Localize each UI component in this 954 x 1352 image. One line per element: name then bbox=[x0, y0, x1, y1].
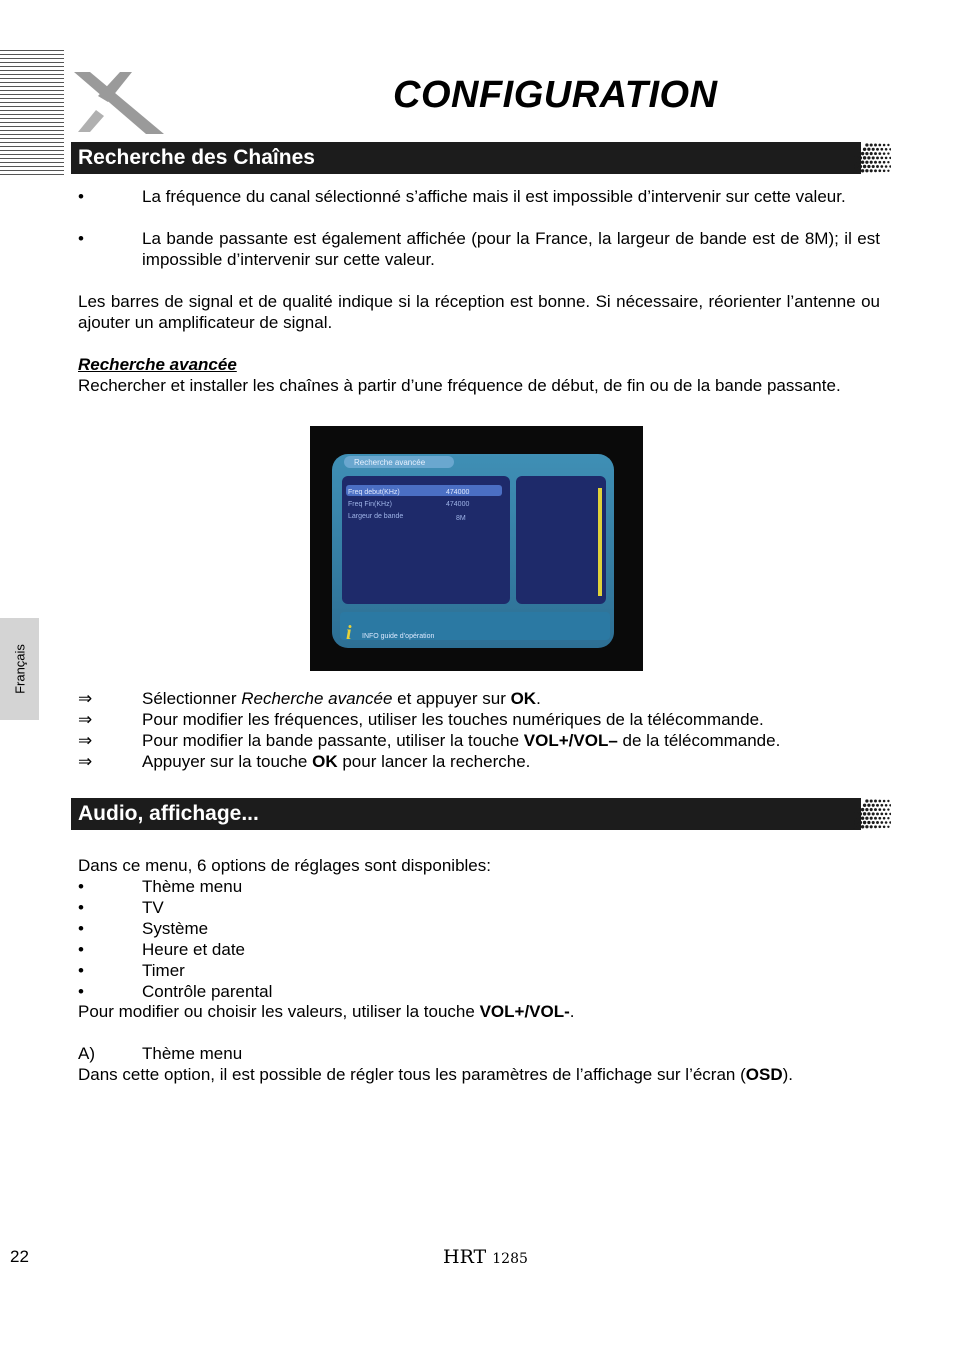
option-list-item bbox=[78, 939, 880, 960]
list-item bbox=[78, 186, 880, 207]
tv-menu-title: Recherche avancée bbox=[354, 458, 426, 467]
tv-row-value: 474000 bbox=[446, 489, 470, 496]
section-header-channel-search bbox=[71, 142, 861, 174]
option-label: Thème menu bbox=[142, 877, 243, 896]
arrow-marker: ⇒ bbox=[78, 689, 93, 708]
section-title: Audio, affichage... bbox=[78, 802, 259, 825]
arrow-marker: ⇒ bbox=[78, 731, 93, 750]
page-title: CONFIGURATION bbox=[393, 74, 718, 116]
option-list-item bbox=[78, 960, 880, 981]
bullet-marker: • bbox=[78, 187, 84, 206]
advanced-search-heading: Recherche avancée bbox=[78, 355, 237, 374]
page-number: 22 bbox=[10, 1247, 29, 1266]
bullet-marker: • bbox=[78, 898, 84, 917]
tv-row-label: Largeur de bande bbox=[348, 513, 404, 520]
arrow-marker: ⇒ bbox=[78, 710, 93, 729]
x-logo bbox=[68, 66, 168, 138]
subsection-heading bbox=[78, 1043, 880, 1064]
language-label: Français bbox=[12, 644, 27, 694]
tv-menu-screenshot bbox=[310, 426, 643, 671]
info-icon: i bbox=[346, 622, 352, 644]
list-item-text: Sélectionner Recherche avancée et appuyer sur OK. bbox=[142, 689, 541, 708]
option-label: Système bbox=[142, 919, 209, 938]
option-list-item bbox=[78, 876, 880, 897]
tv-info-text: INFO guide d’opération bbox=[362, 633, 435, 640]
halftone-dots bbox=[851, 798, 891, 830]
tv-row-value: 474000 bbox=[446, 501, 470, 508]
arrow-marker: ⇒ bbox=[78, 752, 93, 771]
section-title: Recherche des Chaînes bbox=[78, 146, 315, 169]
option-list-item bbox=[78, 897, 880, 918]
decorative-stripes bbox=[0, 50, 64, 178]
list-item bbox=[78, 228, 880, 270]
tv-menu-graphic bbox=[310, 426, 643, 671]
list-item-text: Appuyer sur la touche OK pour lancer la recherche. bbox=[142, 752, 531, 771]
list-item bbox=[78, 730, 880, 751]
list-item-text: La fréquence du canal sélectionné s’affiche mais il est impossible d’intervenir sur cette valeur. bbox=[142, 187, 846, 206]
halftone-dots bbox=[851, 142, 891, 174]
option-list-item bbox=[78, 918, 880, 939]
option-label: Heure et date bbox=[142, 940, 246, 959]
option-label: Timer bbox=[142, 961, 185, 980]
bullet-marker: • bbox=[78, 919, 84, 938]
list-item bbox=[78, 709, 880, 730]
menu-intro: Dans ce menu, 6 options de réglages sont disponibles: bbox=[78, 856, 491, 875]
list-item-text: La bande passante est également affichée (pour la France, la largeur de bande est de 8M); il est impossible d’intervenir sur cette valeur. bbox=[142, 229, 880, 269]
vol-paragraph: Pour modifier ou choisir les valeurs, utiliser la touche VOL+/VOL-. bbox=[78, 1002, 575, 1021]
osd-paragraph: Dans cette option, il est possible de régler tous les paramètres de l’affichage sur l’écran (OSD). bbox=[78, 1065, 793, 1084]
signal-paragraph: Les barres de signal et de qualité indique si la réception est bonne. Si nécessaire, réorienter l’antenne ou ajouter un amplificateur de signal. bbox=[78, 292, 880, 332]
tv-row-label: Freq debut(KHz) bbox=[348, 489, 400, 496]
bullet-marker: • bbox=[78, 229, 84, 248]
option-list-item bbox=[78, 981, 880, 1002]
subsection-title: Thème menu bbox=[142, 1044, 243, 1063]
bullet-marker: • bbox=[78, 961, 84, 980]
tv-row-value: 8M bbox=[456, 515, 466, 522]
bullet-marker: • bbox=[78, 940, 84, 959]
list-item bbox=[78, 751, 880, 772]
section-header-audio-display bbox=[71, 798, 861, 830]
bullet-marker: • bbox=[78, 877, 84, 896]
advanced-search-paragraph: Rechercher et installer les chaînes à partir d’une fréquence de début, de fin ou de la bande passante. bbox=[78, 376, 841, 395]
list-item bbox=[78, 688, 880, 709]
list-item-text: Pour modifier la bande passante, utiliser la touche VOL+/VOL– de la télécommande. bbox=[142, 731, 781, 750]
list-item-text: Pour modifier les fréquences, utiliser les touches numériques de la télécommande. bbox=[142, 710, 764, 729]
option-label: Contrôle parental bbox=[142, 982, 273, 1001]
subsection-letter: A) bbox=[78, 1044, 95, 1063]
tv-row-label: Freq Fin(KHz) bbox=[348, 501, 392, 508]
language-tab bbox=[0, 618, 39, 720]
model-name: HRT 1285 bbox=[443, 1246, 528, 1268]
option-label: TV bbox=[142, 898, 164, 917]
bullet-marker: • bbox=[78, 982, 84, 1001]
